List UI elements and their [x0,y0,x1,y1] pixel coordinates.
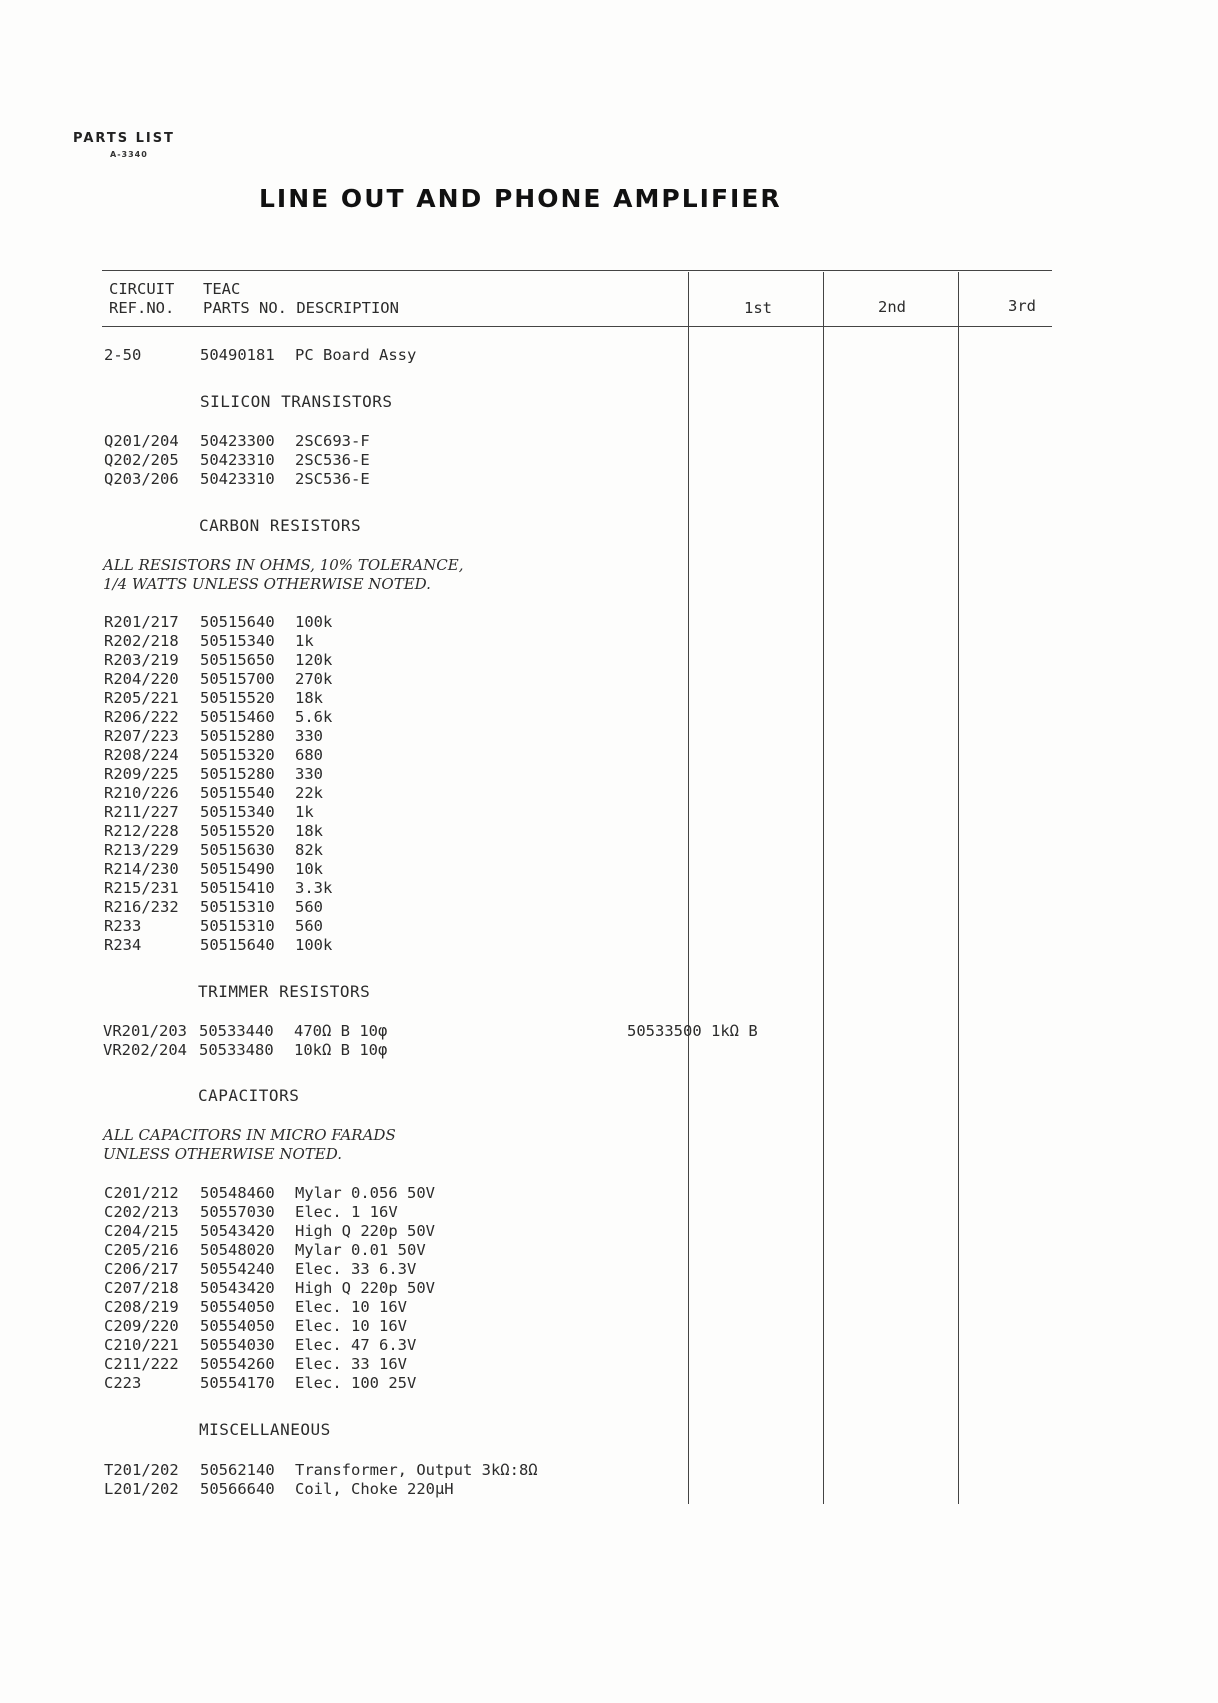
ref-no: Q203/206 [104,470,179,488]
part-no: 50566640 [200,1480,275,1498]
part-no: 50515520 [200,822,275,840]
table-row [0,746,700,765]
section-heading-transistors: SILICON TRANSISTORS [200,392,393,411]
description: 1k [295,803,314,821]
table-row [0,632,700,651]
ref-no: C208/219 [104,1298,179,1316]
part-no: 50515700 [200,670,275,688]
ref-no: C223 [104,1374,142,1392]
part-no: 50515630 [200,841,275,859]
description: Mylar 0.056 50V [295,1184,435,1202]
ref-no: R202/218 [104,632,179,650]
ref-no: C204/215 [104,1222,179,1240]
header-circuit: CIRCUIT [109,280,175,298]
part-no: 50554240 [200,1260,275,1278]
table-row [0,1461,700,1480]
ref-no: Q202/205 [104,451,179,469]
part-no: 50515410 [200,879,275,897]
table-row [0,1184,700,1203]
ref-no: 2-50 [104,346,142,364]
table-row [0,651,700,670]
table-row [0,613,700,632]
document-code: A-3340 [110,150,148,159]
part-no: 50554260 [200,1355,275,1373]
description: Elec. 1 16V [295,1203,398,1221]
part-no: 50554170 [200,1374,275,1392]
table-row [0,917,700,936]
part-no: 50554050 [200,1317,275,1335]
table-row [0,1336,700,1355]
ref-no: R211/227 [104,803,179,821]
description: PC Board Assy [295,346,417,364]
description: 2SC536-E [295,451,370,469]
part-no: 50515650 [200,651,275,669]
part-no: 50543420 [200,1279,275,1297]
table-row [0,1203,700,1222]
description: Elec. 47 6.3V [295,1336,417,1354]
part-no: 50515310 [200,917,275,935]
ref-no: R233 [104,917,142,935]
description: High Q 220p 50V [295,1222,435,1240]
part-no: 50548020 [200,1241,275,1259]
table-header-rule [102,326,1052,327]
part-no: 50543420 [200,1222,275,1240]
description: Elec. 33 16V [295,1355,407,1373]
description: 5.6k [295,708,333,726]
table-row [0,841,700,860]
description: Mylar 0.01 50V [295,1241,426,1259]
table-row [0,1241,700,1260]
table-row [0,898,700,917]
part-no: 50515340 [200,632,275,650]
part-no: 50533440 [199,1022,274,1040]
table-row [0,765,700,784]
part-no: 50515460 [200,708,275,726]
part-no: 50515280 [200,765,275,783]
resistor-note-line1: ALL RESISTORS IN OHMS, 10% TOLERANCE, [103,556,464,574]
part-no: 50554050 [200,1298,275,1316]
ref-no: T201/202 [104,1461,179,1479]
description: Elec. 33 6.3V [295,1260,417,1278]
part-no: 50515640 [200,613,275,631]
table-row [0,670,700,689]
part-no: 50515540 [200,784,275,802]
part-no: 50562140 [200,1461,275,1479]
ref-no: R216/232 [104,898,179,916]
ref-no: R208/224 [104,746,179,764]
ref-no: R212/228 [104,822,179,840]
table-row [0,470,700,489]
ref-no: R207/223 [104,727,179,745]
header-ref-no: REF.NO. [109,299,175,317]
description: 2SC693-F [295,432,370,450]
description: 3.3k [295,879,333,897]
table-row [0,1041,700,1060]
part-no: 50515520 [200,689,275,707]
description: 100k [295,613,333,631]
ref-no: R210/226 [104,784,179,802]
table-row [0,1022,700,1041]
header-col-3rd: 3rd [1008,297,1036,315]
table-row [0,784,700,803]
change-note-1st: 50533500 1kΩ B [627,1022,758,1040]
table-row [0,1355,700,1374]
part-no: 50515320 [200,746,275,764]
table-row [0,708,700,727]
ref-no: R204/220 [104,670,179,688]
description: 330 [295,727,323,745]
section-heading-capacitors: CAPACITORS [198,1086,300,1105]
ref-no: Q201/204 [104,432,179,450]
description: 100k [295,936,333,954]
description: 22k [295,784,323,802]
description: 120k [295,651,333,669]
part-no: 50423310 [200,470,275,488]
description: Transformer, Output 3kΩ:8Ω [295,1461,538,1479]
table-row [0,803,700,822]
table-row [0,451,700,470]
ref-no: R215/231 [104,879,179,897]
description: Coil, Choke 220μH [295,1480,454,1498]
description: Elec. 10 16V [295,1317,407,1335]
table-row [0,727,700,746]
header-teac: TEAC [203,280,241,298]
description: 560 [295,917,323,935]
table-top-rule [102,270,1052,271]
description: 10k [295,860,323,878]
ref-no: C202/213 [104,1203,179,1221]
ref-no: C211/222 [104,1355,179,1373]
part-no: 50490181 [200,346,275,364]
ref-no: VR201/203 [103,1022,187,1040]
ref-no: C206/217 [104,1260,179,1278]
part-no: 50554030 [200,1336,275,1354]
description: 1k [295,632,314,650]
description: 270k [295,670,333,688]
capacitor-note-line1: ALL CAPACITORS IN MICRO FARADS [103,1126,396,1144]
table-row [0,860,700,879]
ref-no: C207/218 [104,1279,179,1297]
ref-no: R205/221 [104,689,179,707]
description: 330 [295,765,323,783]
header-parts-no-description: PARTS NO. DESCRIPTION [203,299,399,317]
part-no: 50423310 [200,451,275,469]
ref-no: L201/202 [104,1480,179,1498]
part-no: 50533480 [199,1041,274,1059]
table-row [0,432,700,451]
description: 10kΩ B 10φ [294,1041,388,1059]
capacitor-note-line2: UNLESS OTHERWISE NOTED. [103,1145,343,1163]
table-row [0,1317,700,1336]
part-no: 50423300 [200,432,275,450]
description: 470Ω B 10φ [294,1022,388,1040]
ref-no: C201/212 [104,1184,179,1202]
table-row [0,689,700,708]
part-no: 50557030 [200,1203,275,1221]
ref-no: R201/217 [104,613,179,631]
part-no: 50515340 [200,803,275,821]
ref-no: VR202/204 [103,1041,187,1059]
header-col-2nd: 2nd [878,298,906,316]
table-row [0,879,700,898]
table-row [0,1298,700,1317]
description: Elec. 10 16V [295,1298,407,1316]
ref-no: C210/221 [104,1336,179,1354]
table-row [0,346,700,365]
part-no: 50515280 [200,727,275,745]
description: 18k [295,689,323,707]
ref-no: C209/220 [104,1317,179,1335]
table-row [0,1374,700,1393]
part-no: 50515490 [200,860,275,878]
part-no: 50515640 [200,936,275,954]
ref-no: R209/225 [104,765,179,783]
ref-no: R203/219 [104,651,179,669]
description: 18k [295,822,323,840]
description: High Q 220p 50V [295,1279,435,1297]
column-divider-2nd [823,272,824,1504]
section-heading-carbon-resistors: CARBON RESISTORS [199,516,362,535]
table-row [0,1279,700,1298]
description: 560 [295,898,323,916]
description: 680 [295,746,323,764]
table-row [0,1222,700,1241]
section-heading-miscellaneous: MISCELLANEOUS [199,1420,331,1439]
table-row [0,822,700,841]
ref-no: R206/222 [104,708,179,726]
description: Elec. 100 25V [295,1374,417,1392]
ref-no: C205/216 [104,1241,179,1259]
table-row [0,936,700,955]
section-heading-trimmer-resistors: TRIMMER RESISTORS [198,982,371,1001]
part-no: 50515310 [200,898,275,916]
header-col-1st: 1st [744,299,772,317]
parts-list-label: PARTS LIST [73,131,175,146]
table-row [0,1480,700,1499]
ref-no: R214/230 [104,860,179,878]
resistor-note-line2: 1/4 WATTS UNLESS OTHERWISE NOTED. [103,575,431,593]
table-row [0,1260,700,1279]
ref-no: R234 [104,936,142,954]
description: 82k [295,841,323,859]
column-divider-3rd [958,272,959,1504]
part-no: 50548460 [200,1184,275,1202]
description: 2SC536-E [295,470,370,488]
ref-no: R213/229 [104,841,179,859]
page-title: LINE OUT AND PHONE AMPLIFIER [259,184,782,213]
